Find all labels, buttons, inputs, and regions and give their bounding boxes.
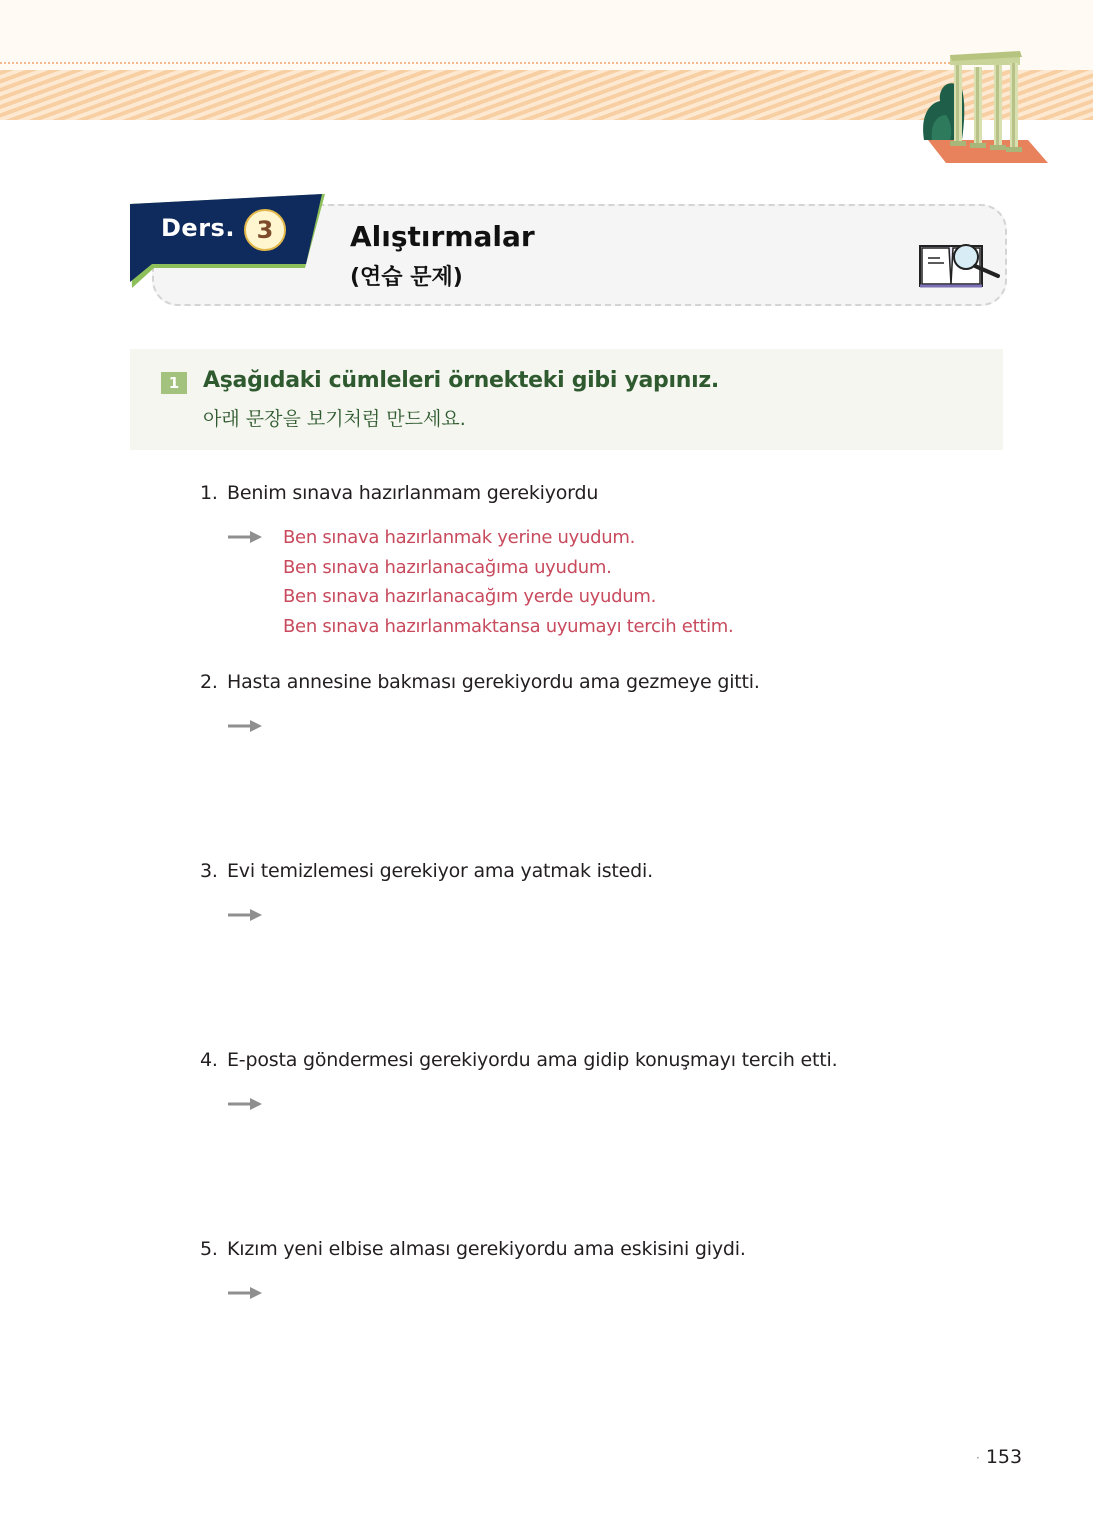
answer-list <box>283 523 733 641</box>
question-number: 4. <box>200 1049 218 1071</box>
question-1 <box>200 482 598 504</box>
page-subtitle: (연습 문제) <box>350 265 463 290</box>
question-number: 3. <box>200 860 218 882</box>
lesson-label: Ders. <box>161 214 235 242</box>
question-text: Benim sınava hazırlanmam gerekiyordu <box>227 482 599 504</box>
question-4 <box>200 1049 837 1071</box>
lesson-tab-shape <box>130 194 330 290</box>
question-number: 5. <box>200 1238 218 1260</box>
arrow-icon <box>228 909 262 921</box>
exercise-instruction-ko: 아래 문장을 보기처럼 만드세요. <box>203 408 466 430</box>
question-number: 2. <box>200 671 218 693</box>
question-text: Evi temizlemesi gerekiyor ama yatmak istedi. <box>227 860 653 882</box>
question-text: E-posta göndermesi gerekiyordu ama gidip konuşmayı tercih etti. <box>227 1049 838 1071</box>
answer-line: Ben sınava hazırlanacağım yerde uyudum. <box>283 586 657 607</box>
exercise-header <box>130 349 1003 450</box>
dotted-divider <box>0 62 950 64</box>
question-text: Hasta annesine bakması gerekiyordu ama gezmeye gitti. <box>227 671 760 693</box>
page-number-dot: · <box>976 1450 980 1465</box>
page-number <box>976 1446 1022 1468</box>
question-2 <box>200 671 760 693</box>
page-title: Alıştırmalar <box>350 220 535 253</box>
arrow-icon <box>228 1098 262 1110</box>
book-magnifier-icon <box>916 240 1002 290</box>
arrow-icon <box>228 720 262 732</box>
question-number: 1. <box>200 482 218 504</box>
answer-line: Ben sınava hazırlanmaktansa uyumayı tercih ettim. <box>283 615 734 637</box>
arrow-icon <box>228 1287 262 1299</box>
exercise-number-badge: 1 <box>161 372 187 394</box>
question-5 <box>200 1238 746 1260</box>
lesson-number-badge: 3 <box>244 209 286 251</box>
exercise-instruction: Aşağıdaki cümleleri örnekteki gibi yapınız. <box>203 368 719 393</box>
question-text: Kızım yeni elbise alması gerekiyordu ama eskisini giydi. <box>227 1238 746 1260</box>
ancient-ruins-icon <box>918 45 1048 165</box>
question-3 <box>200 860 653 882</box>
page-number-value: 153 <box>985 1446 1023 1468</box>
answer-line: Ben sınava hazırlanmak yerine uyudum. <box>283 527 636 548</box>
answer-line: Ben sınava hazırlanacağıma uyudum. <box>283 556 612 578</box>
arrow-icon <box>228 531 262 543</box>
